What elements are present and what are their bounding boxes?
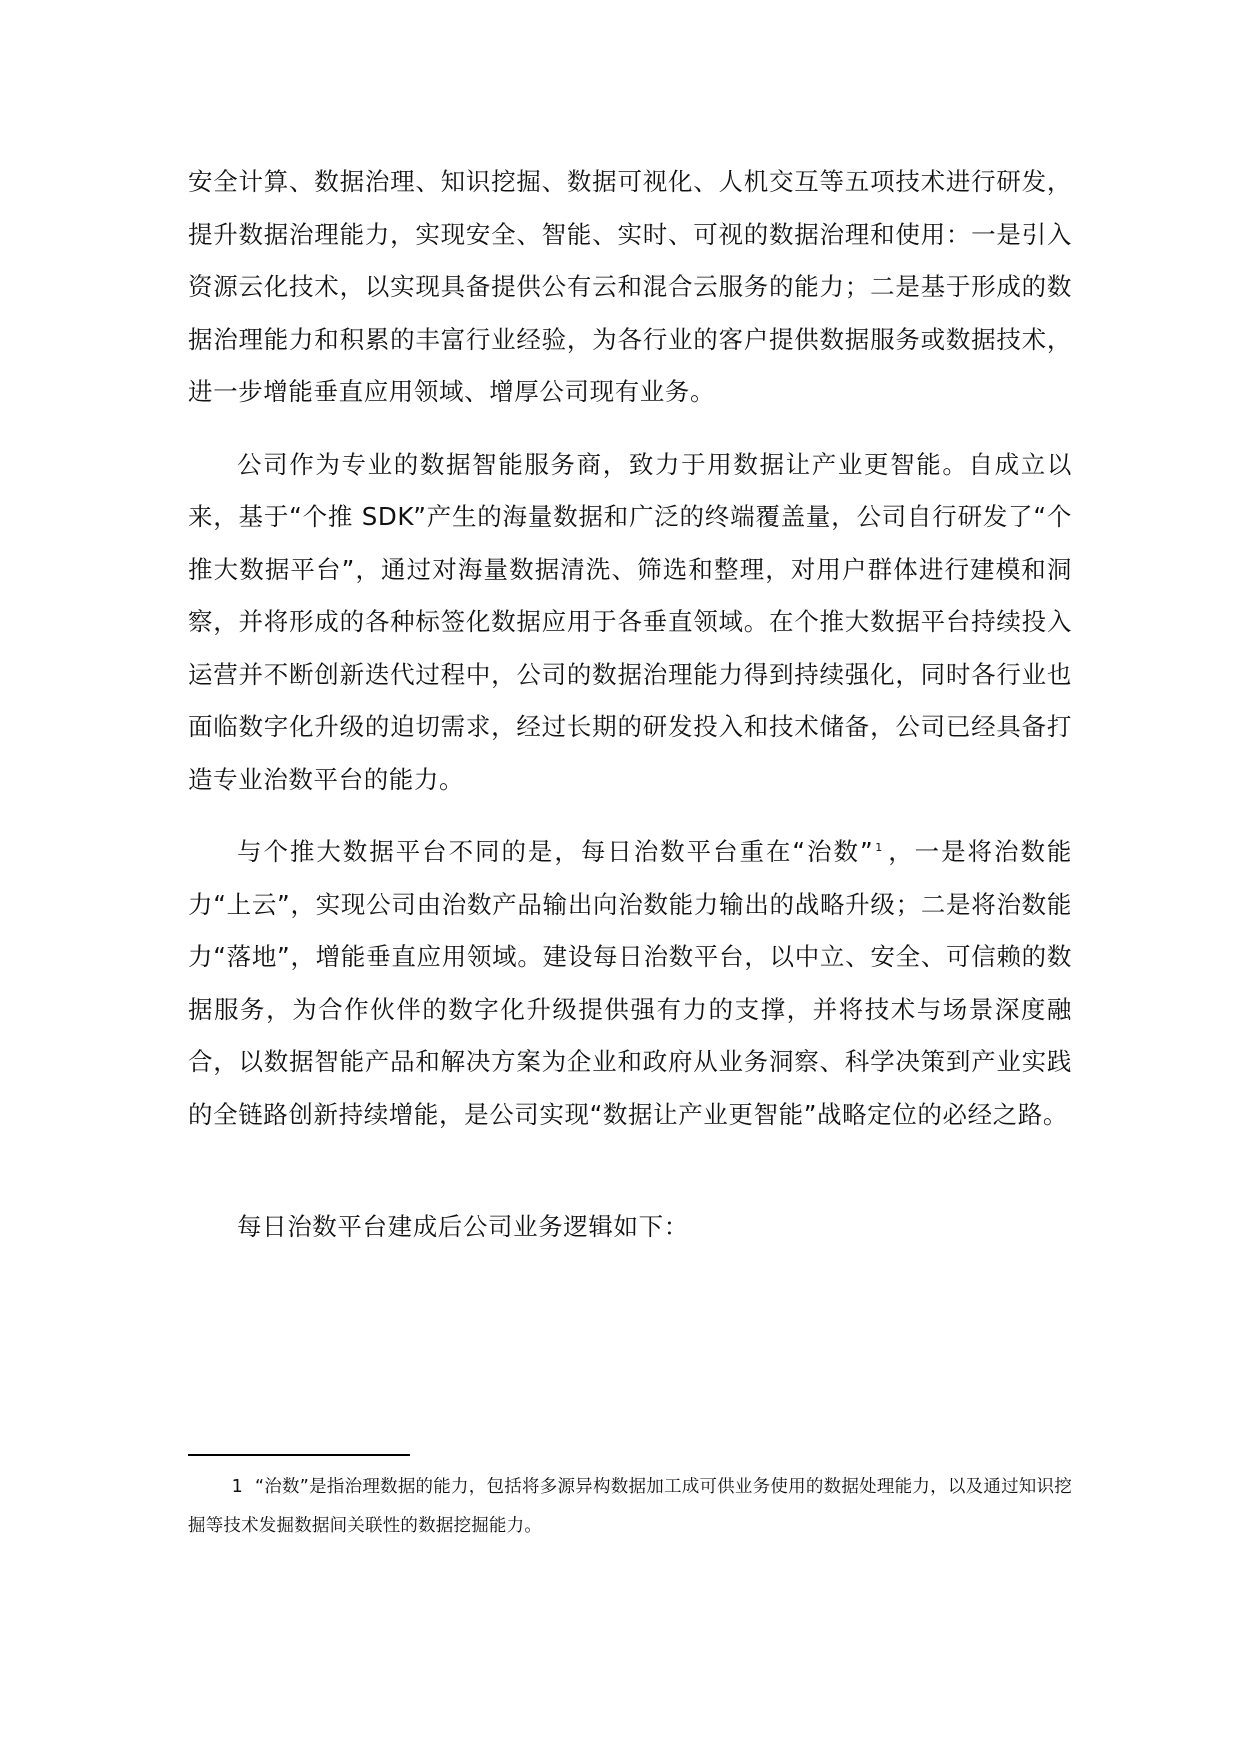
body-text xyxy=(188,156,1072,1254)
paragraph-text-before-note: 与个推大数据平台不同的是，每日治数平台重在“治数” xyxy=(237,837,874,866)
paragraph-continued: 安全计算、数据治理、知识挖掘、数据可视化、人机交互等五项技术进行研发，提升数据治理能力，实现安全、智能、实时、可视的数据治理和使用：一是引入资源云化技术，以实现具备提供公有云和混合云服务的能力；二是基于形成的数据治理能力和积累的丰富行业经验，为各行业的客户提供数据服务或数据技术，进一步增能垂直应用领域、增厚公司现有业务。 xyxy=(188,167,1072,406)
footnote-divider xyxy=(188,1454,410,1456)
footnote-text: “治数”是指治理数据的能力，包括将多源异构数据加工成可供业务使用的数据处理能力，以及通过知识挖掘等技术发掘数据间关联性的数据挖掘能力。 xyxy=(188,1477,1072,1536)
paragraph-platform-difference xyxy=(188,826,1072,1141)
footnote-number: 1 xyxy=(231,1477,243,1497)
paragraph-company-intro: 公司作为专业的数据智能服务商，致力于用数据让产业更智能。自成立以来，基于“个推 SDK”产生的海量数据和广泛的终端覆盖量，公司自行研发了“个推大数据平台”，通过对海量数据清洗、筛选和整理，对用户群体进行建模和洞察，并将形成的各种标签化数据应用于各垂直领域。在个推大数据平台持续投入运营并不断创新迭代过程中，公司的数据治理能力得到持续强化，同时各行业也面临数字化升级的迫切需求，经过长期的研发投入和技术储备，公司已经具备打造专业治数平台的能力。 xyxy=(188,449,1072,794)
paragraph-text-after-note: ，一是将治数能力“上云”，实现公司由治数产品输出向治数能力输出的战略升级；二是将治数能力“落地”，增能垂直应用领域。建设每日治数平台，以中立、安全、可信赖的数据服务，为合作伙伴的数字化升级提供强有力的支撑，并将技术与场景深度融合，以数据智能产品和解决方案为企业和政府从业务洞察、科学决策到产业实践的全链路创新持续增能，是公司实现“数据让产业更智能”战略定位的必经之路。 xyxy=(188,837,1072,1129)
footnote-reference[interactable]: 1 xyxy=(875,840,883,854)
footnote xyxy=(188,1468,1072,1546)
paragraph-business-logic-intro: 每日治数平台建成后公司业务逻辑如下： xyxy=(237,1212,689,1241)
